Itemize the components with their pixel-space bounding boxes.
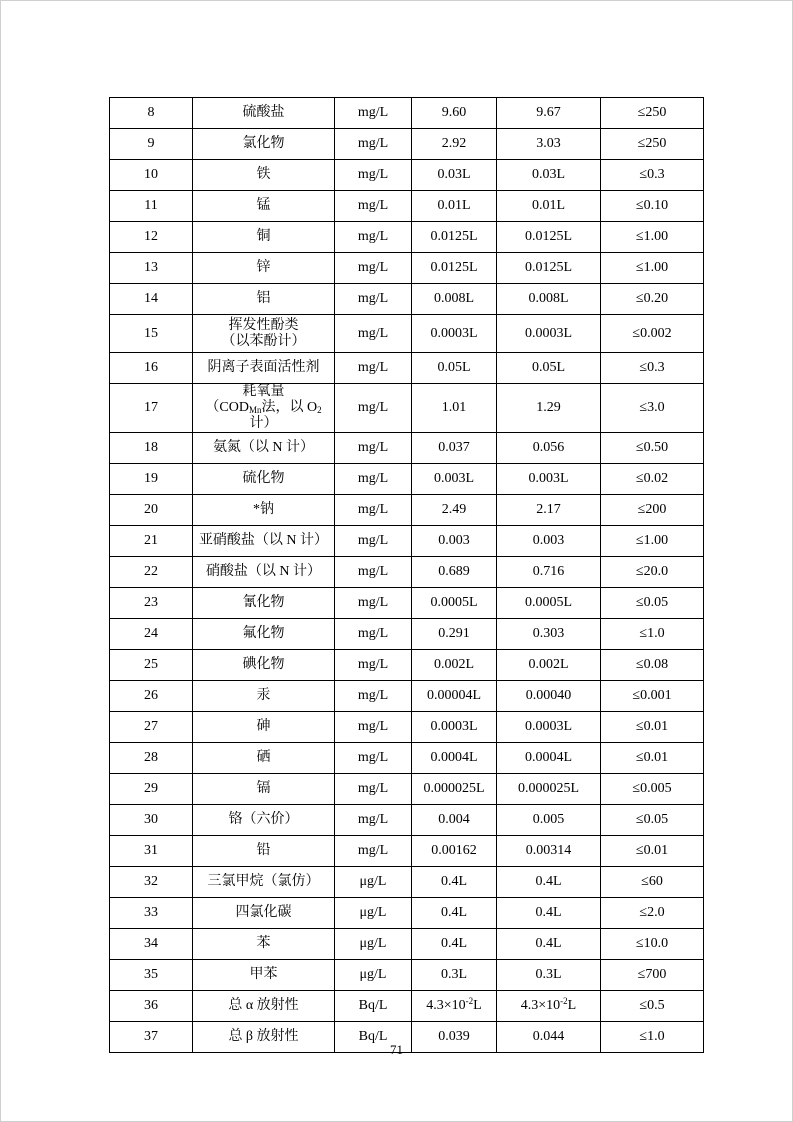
result-value-2: 0.0125L (497, 222, 601, 253)
result-value-1: 0.00162 (412, 836, 497, 867)
result-value-2: 0.303 (497, 619, 601, 650)
limit-value: ≤0.50 (601, 433, 704, 464)
result-value-2: 0.05L (497, 353, 601, 384)
row-number: 13 (110, 253, 193, 284)
limit-value: ≤0.05 (601, 805, 704, 836)
item-name: 铅 (193, 836, 335, 867)
table-row (110, 384, 704, 433)
unit: mg/L (335, 681, 412, 712)
table-row (110, 315, 704, 353)
table-row (110, 129, 704, 160)
row-number: 32 (110, 867, 193, 898)
limit-value: ≤0.001 (601, 681, 704, 712)
result-value-2: 0.01L (497, 191, 601, 222)
unit: mg/L (335, 253, 412, 284)
row-number: 9 (110, 129, 193, 160)
result-value-1: 0.0003L (412, 712, 497, 743)
limit-value: ≤0.01 (601, 743, 704, 774)
result-value-2: 0.4L (497, 867, 601, 898)
table-row (110, 743, 704, 774)
result-value-1: 0.008L (412, 284, 497, 315)
result-value-2: 0.0125L (497, 253, 601, 284)
limit-value: ≤200 (601, 495, 704, 526)
table-row (110, 160, 704, 191)
row-number: 11 (110, 191, 193, 222)
row-number: 28 (110, 743, 193, 774)
item-name-line2: （以苯酚计） (221, 333, 306, 349)
result-value-2: 0.0004L (497, 743, 601, 774)
item-name: 亚硝酸盐（以 N 计） (193, 526, 335, 557)
limit-value: ≤0.01 (601, 836, 704, 867)
limit-value: ≤0.08 (601, 650, 704, 681)
row-number: 23 (110, 588, 193, 619)
limit-value: ≤1.0 (601, 1022, 704, 1053)
item-name: 铝 (193, 284, 335, 315)
result-value-2-exponent: -2 (560, 996, 568, 1006)
table-row (110, 98, 704, 129)
limit-value: ≤250 (601, 129, 704, 160)
unit: mg/L (335, 315, 412, 353)
result-value-2-base: 4.3×10 (520, 998, 561, 1013)
table-row (110, 253, 704, 284)
row-number: 16 (110, 353, 193, 384)
result-value-1: 0.039 (412, 1022, 497, 1053)
result-value-2: 0.003 (497, 526, 601, 557)
limit-value: ≤1.00 (601, 222, 704, 253)
result-value-1: 0.03L (412, 160, 497, 191)
table-row (110, 464, 704, 495)
item-name: 硫酸盐 (193, 98, 335, 129)
item-name (193, 384, 335, 433)
result-value-2: 0.056 (497, 433, 601, 464)
row-number: 26 (110, 681, 193, 712)
unit: mg/L (335, 384, 412, 433)
table-row (110, 836, 704, 867)
row-number: 19 (110, 464, 193, 495)
unit: mg/L (335, 526, 412, 557)
row-number: 36 (110, 991, 193, 1022)
result-value-1-suffix: L (473, 998, 482, 1013)
item-name-subscript: 2 (317, 405, 322, 415)
result-value-1: 0.0003L (412, 315, 497, 353)
result-value-1: 0.037 (412, 433, 497, 464)
row-number: 15 (110, 315, 193, 353)
table-row (110, 960, 704, 991)
table-row (110, 222, 704, 253)
item-name: 铁 (193, 160, 335, 191)
table-row (110, 495, 704, 526)
item-name: 四氯化碳 (193, 898, 335, 929)
item-name: 锰 (193, 191, 335, 222)
result-value-1: 9.60 (412, 98, 497, 129)
table-row (110, 712, 704, 743)
item-name (193, 315, 335, 353)
row-number: 31 (110, 836, 193, 867)
limit-value: ≤0.02 (601, 464, 704, 495)
row-number: 24 (110, 619, 193, 650)
result-value-1: 0.004 (412, 805, 497, 836)
limit-value: ≤60 (601, 867, 704, 898)
table-row (110, 433, 704, 464)
result-value-2: 0.005 (497, 805, 601, 836)
unit: mg/L (335, 836, 412, 867)
result-value-2: 0.00314 (497, 836, 601, 867)
result-value-2: 0.4L (497, 929, 601, 960)
unit: mg/L (335, 98, 412, 129)
unit: mg/L (335, 588, 412, 619)
row-number: 35 (110, 960, 193, 991)
result-value-1: 0.0125L (412, 253, 497, 284)
limit-value: ≤700 (601, 960, 704, 991)
item-name: 铬（六价） (193, 805, 335, 836)
item-name: 硒 (193, 743, 335, 774)
item-name: 总 β 放射性 (193, 1022, 335, 1053)
row-number: 30 (110, 805, 193, 836)
limit-value: ≤0.5 (601, 991, 704, 1022)
limit-value: ≤2.0 (601, 898, 704, 929)
result-value-2: 0.003L (497, 464, 601, 495)
unit: mg/L (335, 191, 412, 222)
item-name: 氨氮（以 N 计） (193, 433, 335, 464)
unit: mg/L (335, 160, 412, 191)
water-quality-table (109, 97, 704, 1053)
item-name: 硫化物 (193, 464, 335, 495)
unit: mg/L (335, 805, 412, 836)
result-value-2: 0.002L (497, 650, 601, 681)
result-value-2: 0.00040 (497, 681, 601, 712)
limit-value: ≤3.0 (601, 384, 704, 433)
limit-value: ≤0.05 (601, 588, 704, 619)
item-name: 锌 (193, 253, 335, 284)
table-row (110, 774, 704, 805)
item-name-part: 计） (249, 416, 278, 431)
table-row (110, 526, 704, 557)
result-value-2: 3.03 (497, 129, 601, 160)
result-value-1: 0.689 (412, 557, 497, 588)
row-number: 25 (110, 650, 193, 681)
row-number: 17 (110, 384, 193, 433)
table-row (110, 991, 704, 1022)
table-row (110, 284, 704, 315)
item-name: 甲苯 (193, 960, 335, 991)
limit-value: ≤0.002 (601, 315, 704, 353)
result-value-2: 9.67 (497, 98, 601, 129)
table-row (110, 805, 704, 836)
row-number: 20 (110, 495, 193, 526)
result-value-1: 0.0125L (412, 222, 497, 253)
item-name: *钠 (193, 495, 335, 526)
table-row (110, 898, 704, 929)
unit: mg/L (335, 712, 412, 743)
result-value-1: 0.4L (412, 867, 497, 898)
result-value-2 (497, 991, 601, 1022)
result-value-1: 0.0004L (412, 743, 497, 774)
table-row (110, 929, 704, 960)
result-value-1: 1.01 (412, 384, 497, 433)
row-number: 8 (110, 98, 193, 129)
row-number: 10 (110, 160, 193, 191)
result-value-2: 0.000025L (497, 774, 601, 805)
unit: μg/L (335, 867, 412, 898)
unit: mg/L (335, 284, 412, 315)
result-value-2: 0.716 (497, 557, 601, 588)
result-value-1: 0.05L (412, 353, 497, 384)
unit: mg/L (335, 129, 412, 160)
item-name: 硝酸盐（以 N 计） (193, 557, 335, 588)
unit: mg/L (335, 774, 412, 805)
item-name: 三氯甲烷（氯仿） (193, 867, 335, 898)
limit-value: ≤10.0 (601, 929, 704, 960)
item-name: 氰化物 (193, 588, 335, 619)
limit-value: ≤0.01 (601, 712, 704, 743)
unit: μg/L (335, 960, 412, 991)
limit-value: ≤20.0 (601, 557, 704, 588)
limit-value: ≤1.0 (601, 619, 704, 650)
row-number: 22 (110, 557, 193, 588)
result-value-1: 0.291 (412, 619, 497, 650)
result-value-2: 0.03L (497, 160, 601, 191)
item-name: 汞 (193, 681, 335, 712)
item-name: 氯化物 (193, 129, 335, 160)
row-number: 12 (110, 222, 193, 253)
result-value-1: 0.00004L (412, 681, 497, 712)
item-name: 氟化物 (193, 619, 335, 650)
unit: mg/L (335, 464, 412, 495)
result-value-1: 0.002L (412, 650, 497, 681)
unit: μg/L (335, 898, 412, 929)
item-name-part: 法，以 O (261, 400, 318, 415)
row-number: 34 (110, 929, 193, 960)
row-number: 27 (110, 712, 193, 743)
result-value-2: 0.4L (497, 898, 601, 929)
result-value-2: 0.044 (497, 1022, 601, 1053)
row-number: 14 (110, 284, 193, 315)
unit: Bq/L (335, 1022, 412, 1053)
item-name-part: （COD (205, 400, 249, 415)
result-value-2: 0.0005L (497, 588, 601, 619)
result-value-1: 0.3L (412, 960, 497, 991)
item-name: 镉 (193, 774, 335, 805)
result-value-1: 0.01L (412, 191, 497, 222)
page-number: 71 (390, 1042, 403, 1057)
row-number: 33 (110, 898, 193, 929)
unit: mg/L (335, 353, 412, 384)
result-value-2: 0.3L (497, 960, 601, 991)
result-value-1: 2.49 (412, 495, 497, 526)
unit: mg/L (335, 495, 412, 526)
item-name: 苯 (193, 929, 335, 960)
result-value-1: 0.003L (412, 464, 497, 495)
result-value-2: 0.0003L (497, 315, 601, 353)
limit-value: ≤0.005 (601, 774, 704, 805)
result-value-1: 0.000025L (412, 774, 497, 805)
table-row (110, 191, 704, 222)
table-row (110, 353, 704, 384)
result-value-2: 0.0003L (497, 712, 601, 743)
table-row (110, 681, 704, 712)
unit: mg/L (335, 619, 412, 650)
result-value-1 (412, 991, 497, 1022)
unit: Bq/L (335, 991, 412, 1022)
unit: mg/L (335, 433, 412, 464)
unit: mg/L (335, 557, 412, 588)
limit-value: ≤0.3 (601, 160, 704, 191)
result-value-2: 1.29 (497, 384, 601, 433)
item-name: 阴离子表面活性剂 (193, 353, 335, 384)
table-row (110, 557, 704, 588)
row-number: 18 (110, 433, 193, 464)
limit-value: ≤0.3 (601, 353, 704, 384)
item-name-line1: 挥发性酚类 (228, 317, 299, 333)
row-number: 29 (110, 774, 193, 805)
item-name: 碘化物 (193, 650, 335, 681)
unit: mg/L (335, 650, 412, 681)
item-name: 铜 (193, 222, 335, 253)
result-value-2: 0.008L (497, 284, 601, 315)
table-row (110, 588, 704, 619)
unit: mg/L (335, 743, 412, 774)
result-value-1: 0.4L (412, 898, 497, 929)
result-value-2-suffix: L (567, 998, 577, 1013)
item-name-subscript: Mn (248, 405, 262, 415)
table-row (110, 867, 704, 898)
table-row (110, 619, 704, 650)
row-number: 21 (110, 526, 193, 557)
result-value-1: 0.003 (412, 526, 497, 557)
table-row (110, 650, 704, 681)
unit: μg/L (335, 929, 412, 960)
result-value-2: 2.17 (497, 495, 601, 526)
limit-value: ≤0.10 (601, 191, 704, 222)
item-name: 总 α 放射性 (193, 991, 335, 1022)
result-value-1-base: 4.3×10 (426, 998, 466, 1013)
result-value-1: 2.92 (412, 129, 497, 160)
limit-value: ≤1.00 (601, 526, 704, 557)
limit-value: ≤1.00 (601, 253, 704, 284)
result-value-1: 0.0005L (412, 588, 497, 619)
unit: mg/L (335, 222, 412, 253)
limit-value: ≤250 (601, 98, 704, 129)
limit-value: ≤0.20 (601, 284, 704, 315)
item-name-line2 (193, 400, 334, 432)
item-name: 砷 (193, 712, 335, 743)
result-value-1: 0.4L (412, 929, 497, 960)
item-name-line1: 耗氧量 (242, 384, 285, 399)
result-value-1-exponent: -2 (465, 996, 474, 1006)
row-number: 37 (110, 1022, 193, 1053)
